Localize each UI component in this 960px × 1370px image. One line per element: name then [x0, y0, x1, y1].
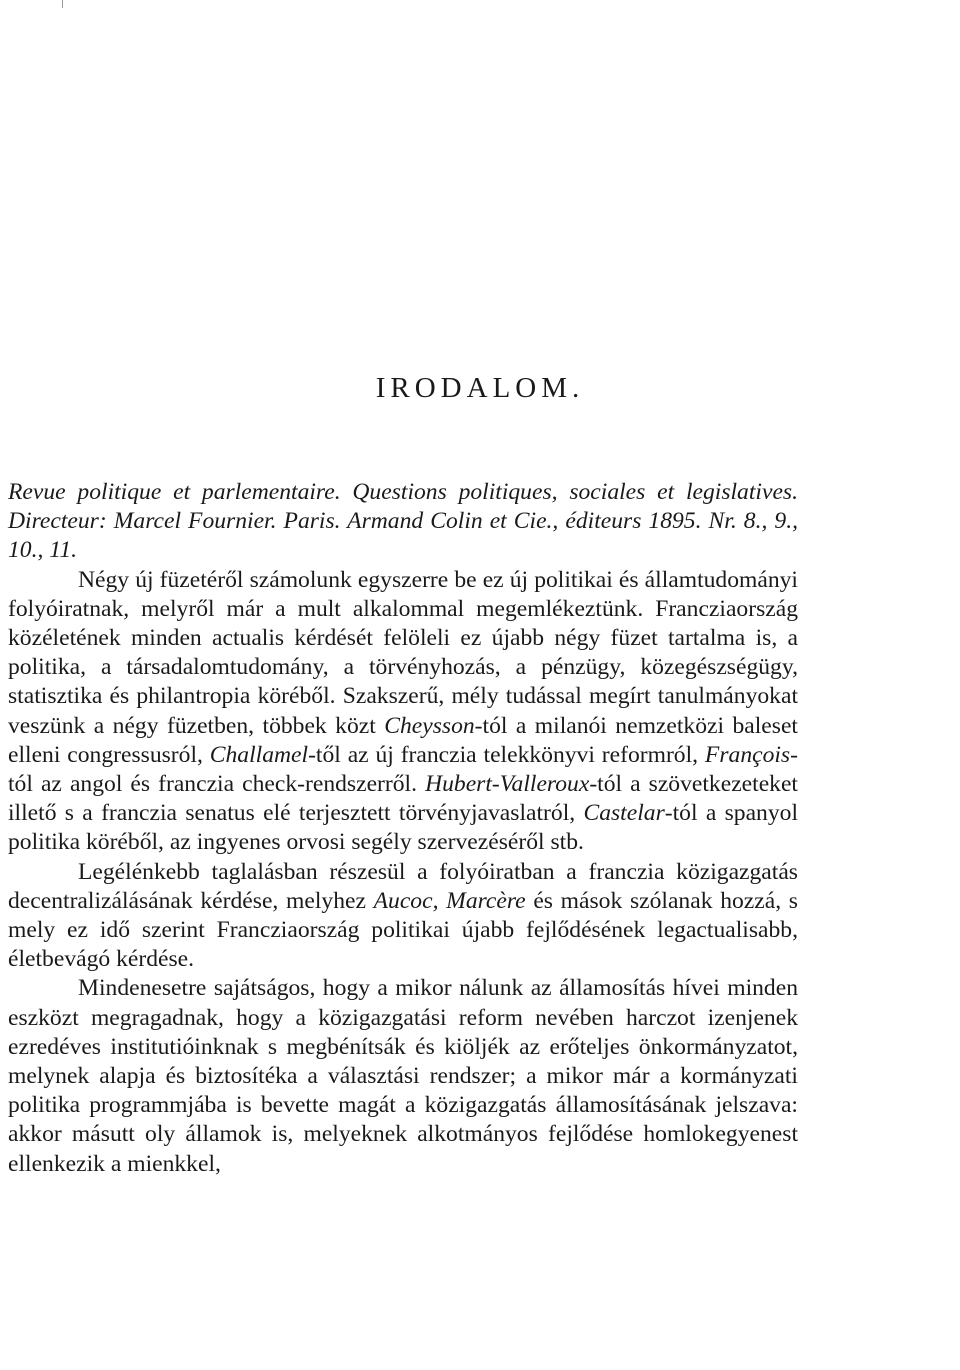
text-run: -tól a spanyol politika köréből, az ingyenes orvosi segély szervezéséről stb. — [8, 800, 798, 856]
italic-name: François — [704, 741, 791, 768]
paragraph-2 — [8, 858, 798, 975]
text-run: -től az új franczia telekkönyvi reformról, — [308, 741, 705, 768]
paragraph-3 — [8, 974, 798, 1178]
paragraph-1 — [8, 566, 798, 858]
body-text — [8, 478, 798, 1179]
text-run: -tól a milanói nemzetközi baleset elleni congressusról, — [8, 712, 798, 768]
scan-mark — [62, 0, 63, 8]
italic-name: Challamel — [209, 741, 309, 768]
bibliographic-reference: Revue politique et parlementaire. Questions politiques, sociales et legislatives. Directeur: Marcel Fournier. Paris. Armand Colin et Cie., éditeurs 1895. Nr. 8., 9., 10., 11. — [8, 479, 798, 564]
section-heading: IRODALOM. — [375, 372, 585, 404]
text-run: -tól a szövetkezeteket illető s a franczia senatus elé terjesztett törvényjavaslatról, — [8, 771, 798, 827]
italic-name: Castelar — [583, 800, 665, 827]
italic-name: Cheysson — [384, 712, 475, 739]
italic-name: Aucoc, Marcère — [373, 887, 526, 914]
text-run: -tól az angol és franczia check-rendszerről. — [8, 741, 798, 798]
text-run: Legélénkebb taglalásban részesül a folyóiratban a franczia közigazgatás decentralizálásának kérdése, melyhez — [8, 858, 798, 914]
text-run: Négy új füzetéről számolunk egyszerre be ez új politikai és államtudományi folyóiratnak, melyről már a mult alkalommal megemlékeztünk. Francziaország közéletének minden actualis kérdését felöleli ez újabb négy füzet tartalma is, a politika, a társadalomtudomány, a törvényhozás, a pénzügy, közegészségügy, statisztika és philantropia köréből. Szakszerű, mély tudással megírt tanulmányokat veszünk a négy füzetben, többek közt — [8, 566, 798, 739]
text-run: és mások szólanak hozzá, s mely ez idő szerint Francziaország politikai újabb fejlődésének legactualisabb, életbevágó kérdése. — [8, 887, 798, 973]
italic-name: Hubert-Valleroux — [425, 771, 590, 798]
text-run: Mindenesetre sajátságos, hogy a mikor nálunk az államosítás hívei minden eszközt megragadnak, hogy a közigazgatási reform nevében harczot izenjenek ezredéves institutióinknak s megbénítsák és kiöljék az erőteljes önkormányzatot, melynek alapja és biztosítéka a választási rendszer; a mikor már a kormányzati politika programmjába is bevette magát a közigazgatás államosításának jelszava: akkor másutt oly államok is, melyeknek alkotmányos fejlődése homlokegyenest ellenkezik a mienkkel, — [8, 975, 798, 1177]
